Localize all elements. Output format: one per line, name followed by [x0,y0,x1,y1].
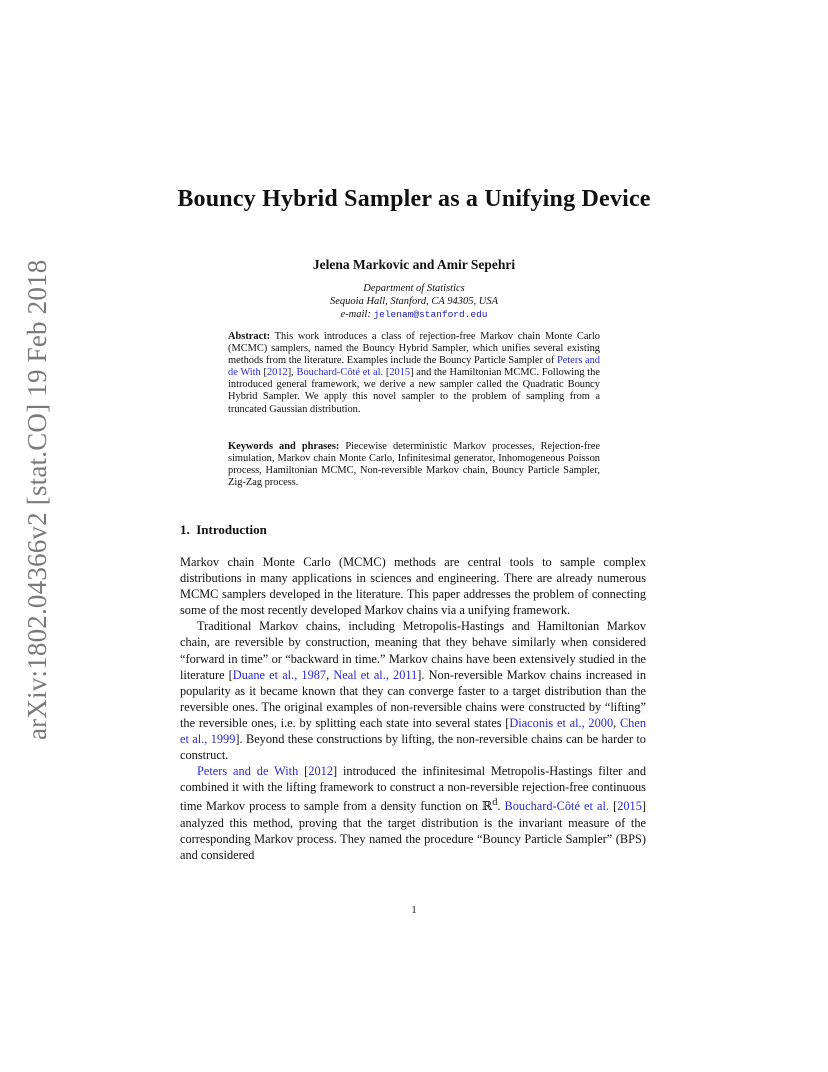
paragraph-text: , [613,715,620,730]
paragraph-text: ]. Non-reversible Markov chains increased in popularity as it became known that they can converge faster to a target distribution than the reversible ones. The original examples of non-reversible chains were constructed by “lifting” the reversible ones, i.e. by splitting each state into several states [ [180,667,647,730]
citation-link[interactable]: 2015 [617,799,642,814]
abstract-text: ] and the Hamiltonian MCMC. Following the introduced general framework, we derive a new sampler called the Quadratic Bouncy Hybrid Sampler. We apply this novel sampler to the problem of sampling from a truncated Gaussian distribution. [228,367,600,415]
affiliation-department: Department of Statistics [363,283,465,294]
arxiv-side-stamp: arXiv:1802.04366v2 [stat.CO] 19 Feb 2018 [22,259,52,740]
affiliation-address: Sequoia Hall, Stanford, CA 94305, USA [330,296,498,307]
section-number: 1. [180,522,190,537]
citation-link[interactable]: 2012 [266,367,288,379]
citation-link[interactable]: Bouchard-Côté et al. [504,799,609,814]
citation-link[interactable]: Diaconis et al., 2000 [509,715,614,730]
paragraph-text: [ [298,764,309,779]
section-heading [180,522,267,538]
abstract-label: Abstract: [228,331,271,342]
paper-title: Bouncy Hybrid Sampler as a Unifying Device [177,186,651,212]
paragraph-text: ] analyzed this method, proving that the target distribution is the invariant measure of the corresponding Markov process. They named the procedure “Bouncy Particle Sampler” (BPS) and considered [180,799,646,862]
paragraph-text: ] introduced the infinitesimal Metropolis-Hastings filter and combined it with the lifting framework to construct a non-reversible rejection-free continuous time Markov process to sample from a density function on ℝ [180,764,646,814]
paragraph [180,618,646,763]
abstract-text: This work introduces a class of rejection-free Markov chain Monte Carlo (MCMC) samplers, named the Bouncy Hybrid Sampler, which unifies several existing methods from the literature. Examples include the Bouncy Particle Sampler of [228,331,600,367]
citation-link[interactable]: Peters and de With [228,355,600,379]
citation-link[interactable]: Chen et al., 1999 [180,715,647,747]
section-title: Introduction [196,522,267,537]
citation-link[interactable]: 2012 [308,764,333,779]
affiliation-block [160,282,668,321]
paper-authors: Jelena Markovic and Amir Sepehri [312,257,516,272]
email-link[interactable]: jelenam@stanford.edu [373,309,488,320]
superscript: d [492,797,498,809]
paragraph: Markov chain Monte Carlo (MCMC) methods are central tools to sample complex distributions in many applications in sciences and engineering. There are already numerous MCMC samplers developed in the literature. This paper addresses the problem of connecting some of the most recently developed Markov chains via a unifying framework. [180,555,646,618]
keywords-label: Keywords and phrases: [228,441,340,452]
affiliation-email-line [160,308,668,321]
paragraph-text: . [497,799,505,814]
citation-link[interactable]: Peters and de With [197,764,299,779]
body-text [180,554,646,863]
paragraph-text: ]. Beyond these constructions by lifting, the non-reversible chains can be harder to construct. [180,732,646,763]
paragraph-text: [ [609,799,618,814]
email-label: e-mail: [340,309,371,320]
paragraph [180,763,646,863]
keywords-text: Piecewise deterministic Markov processes, Rejection-free simulation, Markov chain Monte Carlo, Infinitesimal generator, Inhomogeneous Poisson process, Hamiltonian MCMC, Non-reversible Markov chain, Bouncy Particle Sampler, Zig-Zag process. [228,441,600,489]
abstract [228,331,600,416]
abstract-text: ], [287,367,294,379]
citation-link[interactable]: Bouchard-Côté et al. [296,367,384,379]
paragraph-text: , [326,667,334,682]
abstract-text: [ [385,367,390,379]
citation-link[interactable]: Neal et al., 2011 [333,667,418,682]
page-number: 1 [411,905,417,916]
citation-link[interactable]: 2015 [389,367,411,379]
paragraph-text: Traditional Markov chains, including Metropolis-Hastings and Hamiltonian Markov chain, are reversible by construction, meaning that they behave similarly when considered “forward in time” or “backward in time.” Markov chains have been extensively studied in the literature [ [180,619,646,682]
keywords [228,441,600,489]
abstract-text: [ [263,367,267,379]
citation-link[interactable]: Duane et al., 1987 [232,667,327,682]
